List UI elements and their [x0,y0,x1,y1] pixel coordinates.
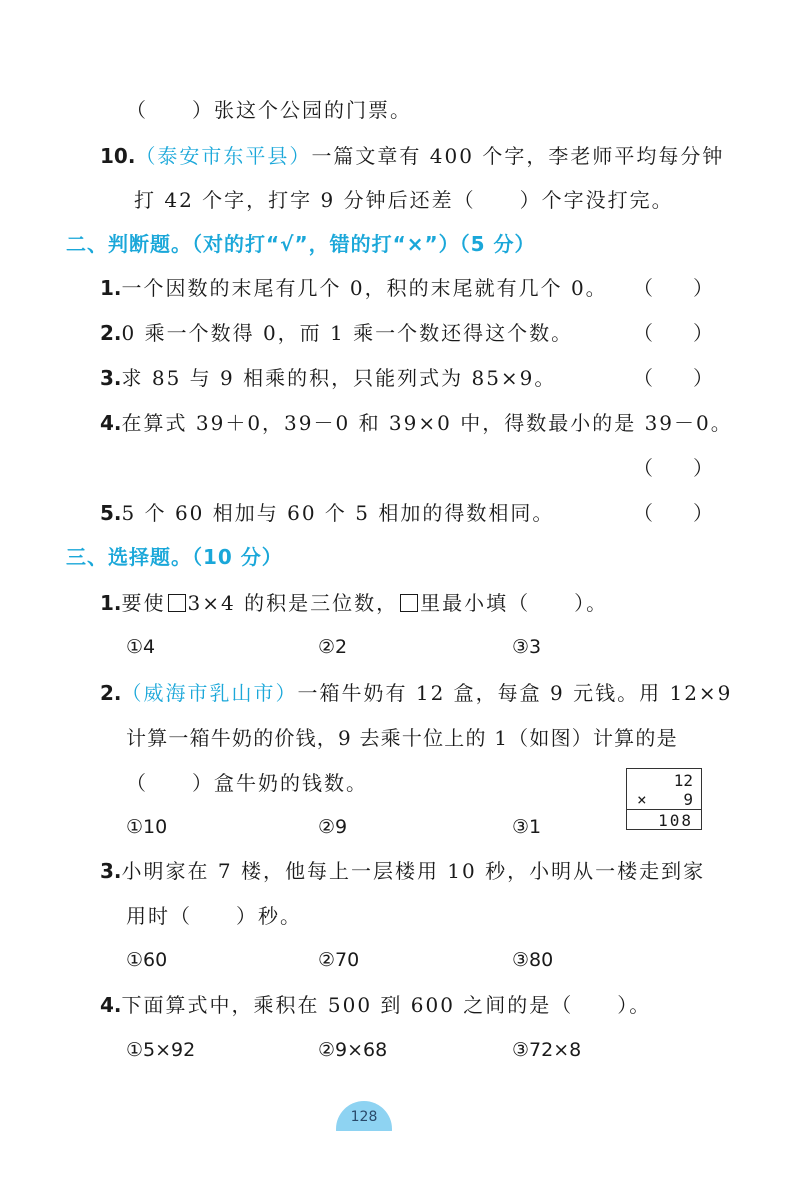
answer-paren[interactable]: （ ） [633,321,713,345]
item-number: 1. [100,276,122,300]
option-c[interactable]: ③3 [512,636,542,658]
choice-question-4 [100,992,651,1018]
question-text-post: 里最小填（ ）。 [420,591,609,615]
option-a[interactable]: ①60 [126,949,168,971]
judge-item-2 [100,320,573,346]
option-a[interactable]: ①4 [126,636,156,658]
question-10-line2: 打 42 个字，打字 9 分钟后还差（ ）个字没打完。 [134,188,674,212]
choice-question-2-line2: 计算一箱牛奶的价钱，9 去乘十位上的 1（如图）计算的是 [126,726,678,750]
choice-question-3-line2: 用时（ ）秒。 [126,904,302,928]
option-b[interactable]: ②9 [318,816,348,838]
calc-multiply-sign: × [637,790,647,809]
option-b[interactable]: ②70 [318,949,360,971]
option-b[interactable]: ②9×68 [318,1039,388,1061]
choice-question-2 [100,680,732,706]
question-number: 3. [100,859,122,883]
question-10 [100,143,724,169]
choice-question-3 [100,858,705,884]
calc-result: 108 [658,811,693,830]
section-2-title: 二、判断题。（对的打“√”，错的打“×”）（5 分） [66,232,536,256]
item-text: 在算式 39＋0，39－0 和 39×0 中，得数最小的是 39－0。 [121,411,733,435]
question-number: 4. [100,993,122,1017]
option-c[interactable]: ③72×8 [512,1039,582,1061]
blank-box [400,594,418,612]
question-text-mid: 3×4 的积是三位数， [187,591,399,615]
answer-paren[interactable]: （ ） [633,501,713,525]
judge-item-1 [100,275,608,301]
blank-box [168,594,186,612]
item-text: 一个因数的末尾有几个 0，积的末尾就有几个 0。 [121,276,608,300]
question-text: 下面算式中，乘积在 500 到 600 之间的是（ ）。 [121,993,652,1017]
item-number: 5. [100,501,122,525]
question-number: 1. [100,591,122,615]
answer-paren[interactable]: （ ） [633,366,713,390]
page-number-badge [336,1101,392,1131]
item-number: 4. [100,411,122,435]
option-a[interactable]: ①10 [126,816,168,838]
item-text: 0 乘一个数得 0，而 1 乘一个数还得这个数。 [121,321,574,345]
calc-top-number: 12 [673,771,693,790]
option-c[interactable]: ③1 [512,816,542,838]
judge-item-3 [100,365,556,391]
section-3-title: 三、选择题。（10 分） [66,545,283,569]
judge-item-5 [100,500,554,526]
question-text: 一箱牛奶有 12 盒，每盒 9 元钱。用 12×9 [297,681,733,705]
question-number: 2. [100,681,122,705]
vertical-multiplication-figure [626,768,702,830]
calc-rule [627,809,701,810]
item-text: 5 个 60 相加与 60 个 5 相加的得数相同。 [121,501,555,525]
answer-paren[interactable]: （ ） [633,276,713,300]
judge-item-4 [100,410,733,436]
question-number: 10. [100,144,136,168]
choice-question-1 [100,590,608,616]
answer-paren[interactable]: （ ） [633,456,713,480]
question-text: 小明家在 7 楼，他每上一层楼用 10 秒，小明从一楼走到家 [121,859,706,883]
item-number: 3. [100,366,122,390]
question-text: 一篇文章有 400 个字，李老师平均每分钟 [311,144,725,168]
page-number: 128 [350,1109,378,1125]
calc-multiplier: 9 [683,790,693,809]
question-source: （泰安市东平县） [135,144,312,168]
item-text: 求 85 与 9 相乘的积，只能列式为 85×9。 [121,366,557,390]
option-c[interactable]: ③80 [512,949,554,971]
question-source: （威海市乳山市） [121,681,298,705]
item-number: 2. [100,321,122,345]
choice-question-2-line3: （ ）盒牛奶的钱数。 [126,771,368,795]
option-a[interactable]: ①5×92 [126,1039,196,1061]
question-text-pre: 要使 [121,591,166,615]
prev-question-tail: （ ）张这个公园的门票。 [126,98,412,122]
option-b[interactable]: ②2 [318,636,348,658]
